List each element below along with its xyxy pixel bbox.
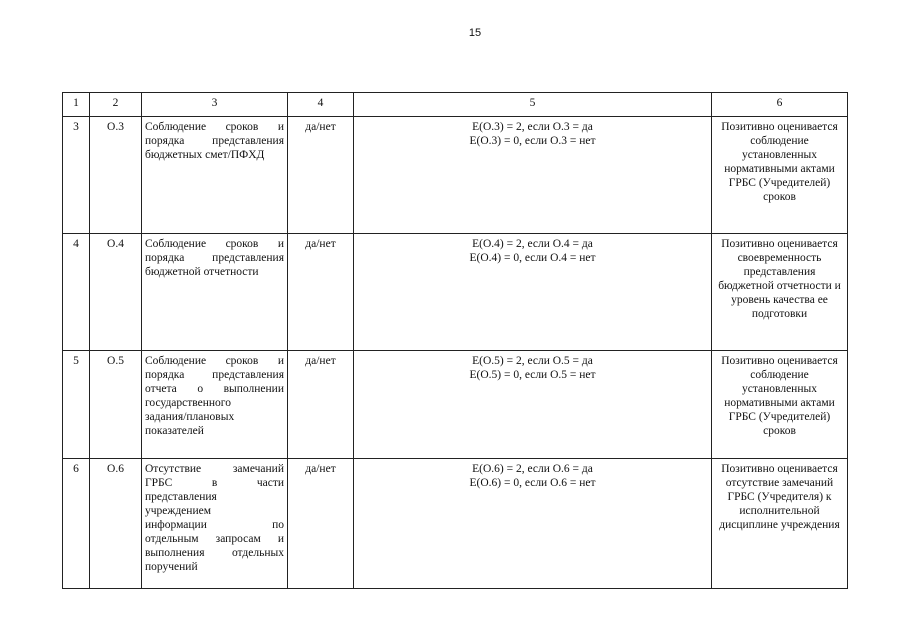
header-row <box>63 93 848 117</box>
table-row <box>63 351 848 459</box>
criterion-line: государственного <box>145 397 231 409</box>
criterion-line: бюджетных смет/ПФХД <box>145 149 265 161</box>
unit-value: да/нет <box>288 351 354 459</box>
criterion-line: информации по <box>145 519 284 531</box>
header-cell-4: 4 <box>288 93 354 117</box>
table-row <box>63 234 848 351</box>
row-number: 5 <box>63 351 90 459</box>
criterion-line: порядка представления <box>145 135 284 147</box>
criterion-line: отдельным запросам и <box>145 533 284 545</box>
header-cell-5: 5 <box>354 93 712 117</box>
indicator-code: О.4 <box>90 234 142 351</box>
assessment-note: Позитивно оценивается соблюдение установленных нормативными актами ГРБС (Учредителей) сроков <box>712 117 848 234</box>
criterion-text <box>142 234 288 351</box>
criteria-table <box>62 92 848 589</box>
criterion-line: ГРБС в части <box>145 477 284 489</box>
criterion-line: показателей <box>145 425 204 437</box>
assessment-note: Позитивно оценивается отсутствие замечаний ГРБС (Учредителя) к исполнительной дисциплине учреждения <box>712 459 848 589</box>
indicator-code: О.5 <box>90 351 142 459</box>
criterion-text <box>142 459 288 589</box>
criterion-line: выполнения отдельных <box>145 547 284 559</box>
formula-line: E(О.6) = 2, если О.6 = да <box>472 463 593 475</box>
table-row <box>63 117 848 234</box>
unit-value: да/нет <box>288 117 354 234</box>
page-number: 15 <box>468 27 482 39</box>
formula-line: E(О.4) = 0, если О.4 = нет <box>469 252 596 264</box>
indicator-code: О.3 <box>90 117 142 234</box>
unit-value: да/нет <box>288 459 354 589</box>
criterion-text <box>142 351 288 459</box>
criterion-line: Соблюдение сроков и <box>145 355 284 367</box>
row-number: 4 <box>63 234 90 351</box>
formula-cell <box>354 351 712 459</box>
header-cell-3: 3 <box>142 93 288 117</box>
formula-cell <box>354 459 712 589</box>
formula-line: E(О.5) = 0, если О.5 = нет <box>469 369 596 381</box>
criterion-line: порядка представления <box>145 369 284 381</box>
assessment-note: Позитивно оценивается своевременность представления бюджетной отчетности и уровень качества ее подготовки <box>712 234 848 351</box>
formula-cell <box>354 234 712 351</box>
unit-value: да/нет <box>288 234 354 351</box>
criterion-text <box>142 117 288 234</box>
criterion-line: Отсутствие замечаний <box>145 463 284 475</box>
indicator-code: О.6 <box>90 459 142 589</box>
formula-line: E(О.4) = 2, если О.4 = да <box>472 238 593 250</box>
criterion-line: учреждением <box>145 505 211 517</box>
header-cell-2: 2 <box>90 93 142 117</box>
formula-line: E(О.5) = 2, если О.5 = да <box>472 355 593 367</box>
header-cell-6: 6 <box>712 93 848 117</box>
criterion-line: отчета о выполнении <box>145 383 284 395</box>
table-row <box>63 459 848 589</box>
header-cell-1: 1 <box>63 93 90 117</box>
row-number: 3 <box>63 117 90 234</box>
criterion-line: поручений <box>145 561 198 573</box>
formula-cell <box>354 117 712 234</box>
criterion-line: задания/плановых <box>145 411 235 423</box>
row-number: 6 <box>63 459 90 589</box>
assessment-note: Позитивно оценивается соблюдение установленных нормативными актами ГРБС (Учредителей) сроков <box>712 351 848 459</box>
criterion-line: Соблюдение сроков и <box>145 121 284 133</box>
formula-line: E(О.6) = 0, если О.6 = нет <box>469 477 596 489</box>
criterion-line: порядка представления <box>145 252 284 264</box>
criterion-line: Соблюдение сроков и <box>145 238 284 250</box>
formula-line: E(О.3) = 2, если О.3 = да <box>472 121 593 133</box>
criterion-line: бюджетной отчетности <box>145 266 259 278</box>
formula-line: E(О.3) = 0, если О.3 = нет <box>469 135 596 147</box>
criterion-line: представления <box>145 491 217 503</box>
